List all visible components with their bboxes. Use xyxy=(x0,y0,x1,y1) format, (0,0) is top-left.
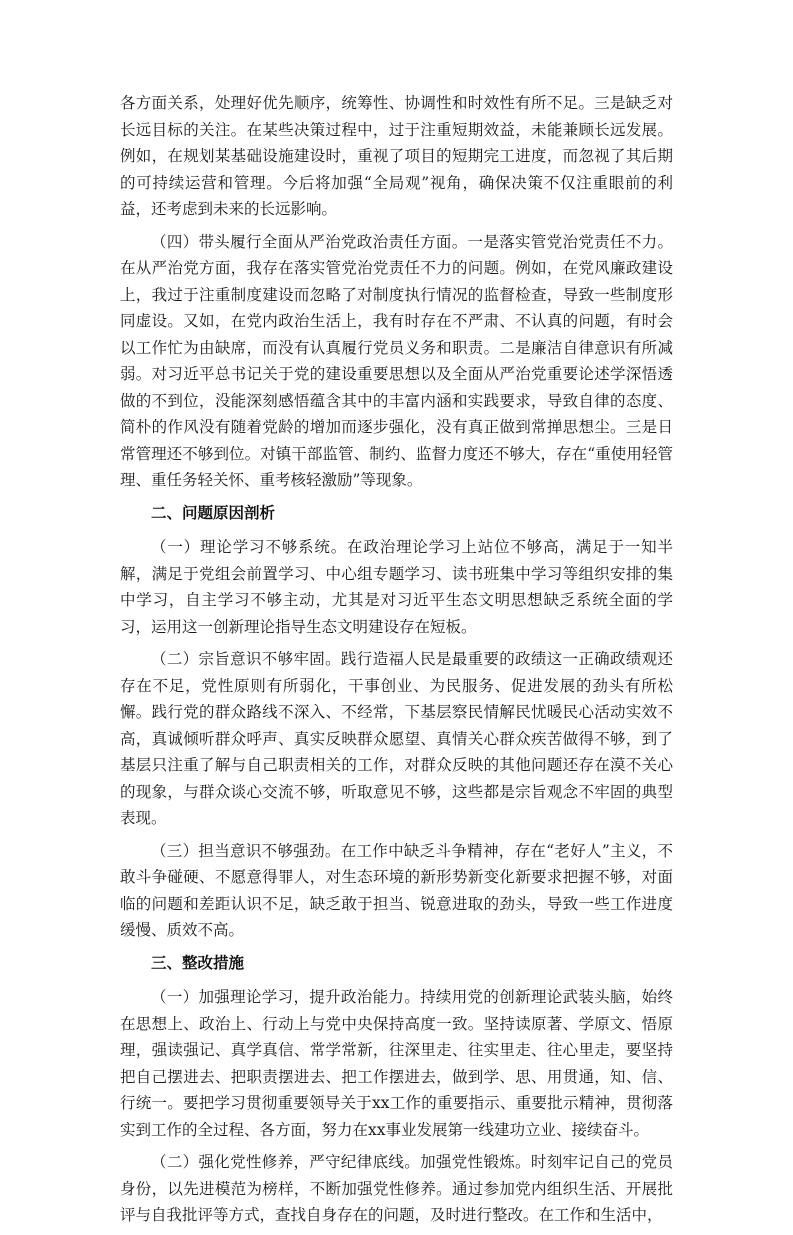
paragraph-party-responsibility: （四）带头履行全面从严治党政治责任方面。一是落实管党治党责任不力。在从严治党方面，我存在落实管党治党责任不力的问题。例如，在党风廉政建设上，我过于注重制度建设而忽略了对制度执行情况的监督检查，导致一些制度形同虚设。又如，在党内政治生活上，我有时存在不严肃、不认真的问题，有时会以工作忙为由缺席，而没有认真履行党员义务和职责。二是廉洁自律意识有所减弱。对习近平总书记关于党的建设重要思想以及全面从严治党重要论述学深悟透做的不到位，没能深刻感悟蕴含其中的丰富内涵和实践要求，导致自律的态度、简朴的作风没有随着党龄的增加而逐步强化，没有真正做到常掸思想尘。三是日常管理还不够到位。对镇干部监管、制约、监督力度还不够大，存在“重使用轻管理、重任务轻关怀、重考核轻激励”等现象。 xyxy=(120,232,673,489)
paragraph-strengthen-theory: （一）加强理论学习，提升政治能力。持续用党的创新理论武装头脑，始终在思想上、政治上、行动上与党中央保持高度一致。坚持读原著、学原文、悟原理，强读强记、真学真信、常学常新，往深里走、往实里走、往心里走，要坚持把自己摆进去、把职责摆进去、把工作摆进去，做到学、思、用贯通，知、信、行统一。要把学习贯彻重要领导关于xx工作的重要指示、重要批示精神，贯彻落实到工作的全过程、各方面，努力在xx事业发展第一线建功立业、接续奋斗。 xyxy=(120,988,673,1139)
section-heading-causes: 二、问题原因剖析 xyxy=(151,503,276,522)
paragraph-theory-study: （一）理论学习不够系统。在政治理论学习上站位不够高，满足于一知半解，满足于党组会前置学习、中心组专题学习、读书班集中学习等组织安排的集中学习，自主学习不够主动，尤其是对习近平生态文明思想缺乏系统全面的学习，运用这一创新理论指导生态文明建设存在短板。 xyxy=(120,538,673,636)
section-heading-measures: 三、整改措施 xyxy=(151,953,245,972)
paragraph-continued: 各方面关系，处理好优先顺序，统筹性、协调性和时效性有所不足。三是缺乏对长远目标的关注。在某些决策过程中，过于注重短期效益，未能兼顾长远发展。例如，在规划某基础设施建设时，重视了项目的短期完工进度，而忽视了其后期的可持续运营和管理。今后将加强“全局观”视角，确保决策不仅注重眼前的利益，还考虑到未来的长远影响。 xyxy=(120,94,673,218)
document-body xyxy=(120,90,673,1235)
paragraph-party-discipline: （二）强化党性修养，严守纪律底线。加强党性锻炼。时刻牢记自己的党员身份，以先进模范为榜样，不断加强党性修养。通过参加党内组织生活、开展批评与自我批评等方式，查找自身存在的问题，及时进行整改。在工作和生活中， xyxy=(120,1153,673,1224)
paragraph-purpose-awareness: （二）宗旨意识不够牢固。践行造福人民是最重要的政绩这一正确政绩观还存在不足，党性原则有所弱化，干事创业、为民服务、促进发展的劲头有所松懈。践行党的群众路线不深入、不经常，下基层察民情解民忧暖民心活动实效不高，真诚倾听群众呼声、真实反映群众愿望、真情关心群众疾苦做得不够，到了基层只注重了解与自己职责相关的工作，对群众反映的其他问题还存在漠不关心的现象，与群众谈心交流不够，听取意见不够，这些都是宗旨观念不牢固的典型表现。 xyxy=(120,650,673,827)
paragraph-responsibility-awareness: （三）担当意识不够强劲。在工作中缺乏斗争精神，存在“老好人”主义，不敢斗争碰硬、不愿意得罪人，对生态环境的新形势新变化新要求把握不够，对面临的问题和差距认识不足，缺乏敢于担当、锐意进取的劲头，导致一些工作进度缓慢、质效不高。 xyxy=(120,841,673,939)
